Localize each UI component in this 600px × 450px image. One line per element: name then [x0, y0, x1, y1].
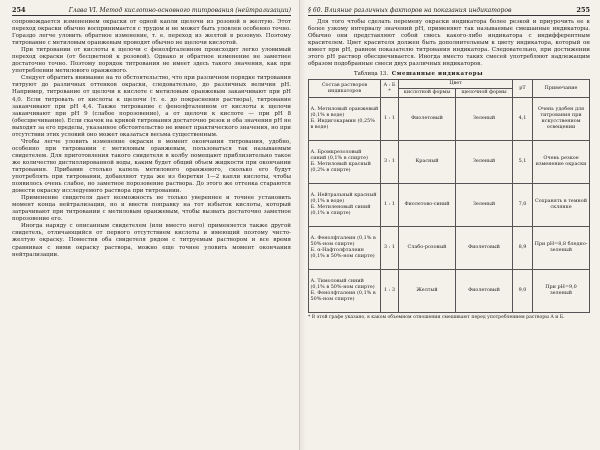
- cell-composition: [309, 98, 381, 141]
- right-page: [300, 0, 600, 450]
- header-note: Примечание: [533, 80, 590, 98]
- right-running-head: [308, 6, 590, 16]
- right-body-text: [308, 19, 590, 68]
- cell-acid-color: Фиолетово-синий: [399, 184, 456, 227]
- header-acid-form: кислотной формы: [399, 89, 456, 98]
- component-b: Б. Фенолфталеин (0,1% в 50%-ном спирте): [310, 290, 376, 303]
- cell-note: При pH=8,8 бледно-зеленый: [533, 227, 590, 270]
- component-b: Б. Метиленовый синий (0,1% в спирте): [310, 204, 371, 217]
- table-row: [309, 98, 590, 141]
- component-a: А. Тимоловый синий (0,1% в 50%-ном спирте): [310, 278, 375, 291]
- cell-acid-color: Красный: [399, 141, 456, 184]
- cell-pt: 5,1: [513, 141, 533, 184]
- header-pt: pT: [513, 80, 533, 98]
- cell-ratio: 1 : 1: [381, 98, 399, 141]
- cell-base-color: Зеленый: [456, 184, 513, 227]
- table-caption: [354, 71, 590, 77]
- cell-ratio: 3 : 1: [381, 141, 399, 184]
- cell-base-color: Фиолетовый: [456, 270, 513, 313]
- component-b: Б. Метиловый красный (0,2% в спирте): [310, 161, 371, 174]
- header-base-form: щелочной формы: [456, 89, 513, 98]
- right-page-number: 255: [576, 6, 590, 14]
- cell-ratio: 1 : 1: [381, 184, 399, 227]
- left-page-number: 254: [12, 6, 26, 14]
- cell-composition: [309, 184, 381, 227]
- left-paragraph-5: Применение свидетеля дает возможность не только увереннее и точнее установить момент конца нейтрализации, но и ввести поправку на тот избыток кислоты, который затрачивают при титровании с метиловым оранжевым, чтобы вызвать достаточно заметное порозовение его.: [12, 195, 291, 223]
- cell-acid-color: Фиолетовый: [399, 98, 456, 141]
- cell-pt: 9,0: [513, 270, 533, 313]
- component-a: А. Бромкрезоловый синий (0,1% в спирте): [310, 149, 368, 162]
- left-body-text: [12, 19, 291, 259]
- component-b: Б. Индигокармин (0,25% в воде): [310, 118, 375, 131]
- table-caption-title: Смешанные индикаторы: [391, 71, 484, 78]
- cell-ratio: 3 : 1: [381, 227, 399, 270]
- component-a: А. Фенолфталеин (0,1% в 50%-ном спирте): [310, 235, 376, 248]
- left-paragraph-3: Следует обратить внимание на то обстоятельство, что при различном порядке титрования титруют до различных оттенков окраски, следовательно, до различных величин pH. Например, титрование от щелочи к кислоте с метиловым оранжевым заканчивают при pH 4,0. Если титровать от кислоты к щелочи (т. е. до покраснения раствора), титрование заканчивают при pH 4,4. Также титрование с фенолфталеином от кислоты к щелочи заканчивают при pH 9 (слабое порозовение), а от щелочи к кислоте — при pH 8 (обесцвечивание). Если скачок на кривой титрования достаточно резок и оба значения pH не выходят за его пределы, указанное обстоятельство не имеет практического значения, но при отсутствии этих условий оно может оказаться весьма существенным.: [12, 75, 291, 138]
- cell-base-color: Зеленый: [456, 141, 513, 184]
- cell-note: Очень удобен для титрования при искусственном освещении: [533, 98, 590, 141]
- table-row: [309, 227, 590, 270]
- cell-composition: [309, 227, 381, 270]
- cell-base-color: Фиолетовый: [456, 227, 513, 270]
- component-b: Б. α-Нафтолфталеин (0,1% в 50%-ном спирте): [310, 247, 375, 260]
- cell-pt: 4,1: [513, 98, 533, 141]
- gutter-shadow: [300, 0, 306, 450]
- cell-note: Сохранять в темной склянке: [533, 184, 590, 227]
- table-header-row: [309, 80, 590, 89]
- cell-note: При pH=9,0 зеленый: [533, 270, 590, 313]
- cell-acid-color: Слабо-розовый: [399, 227, 456, 270]
- cell-pt: 8,9: [513, 227, 533, 270]
- cell-composition: [309, 270, 381, 313]
- cell-composition: [309, 141, 381, 184]
- component-a: А. Нейтральный красный (0,1% в воде): [310, 192, 377, 205]
- cell-base-color: Зеленый: [456, 98, 513, 141]
- left-chapter-title: Глава VI. Метод кислотно-основного титрования (нейтрализации): [68, 7, 291, 14]
- cell-acid-color: Желтый: [399, 270, 456, 313]
- table-row: [309, 184, 590, 227]
- table-caption-label: Таблица 13.: [354, 71, 389, 78]
- right-paragraph-1: Для того чтобы сделать перемену окраски индикатора более резкой и приурочить ее к более узкому интервалу значений pH, применяют так называемые смешанные индикаторы. Обычно они представляют собой смесь какого-либо индикатора с индифферентным красителем. Цвет красителя должен быть дополнительным к цвету индикатора, который он имеет при pH, равном показателю титрования индикатора. Следовательно, при достижении этого pH раствор обесцвечивается. Иногда вместо таких смесей употребляют надлежащим образом подобранные смеси двух различных индикаторов.: [308, 19, 590, 68]
- header-color: Цвет: [399, 80, 513, 89]
- component-a: А. Метиловый оранжевый (0,1% в воде): [310, 106, 379, 119]
- left-running-head: [12, 6, 291, 16]
- mixed-indicators-table: [308, 79, 590, 313]
- left-paragraph-6: Иногда наряду с описанным свидетелем (или вместо него) применяется также другой свидетель, отличающийся от первого отсутствием кислоты и имеющий поэтому чисто-желтую окраску. Поместив оба свидетеля рядом с титруемым раствором и все время сравнивая с ними окраску раствора, можно еще точнее уловить момент окончания нейтрализации.: [12, 223, 291, 258]
- cell-pt: 7,0: [513, 184, 533, 227]
- table-footnote: * В этой графе указано, в каком объемном отношении смешивают перед употреблением растворы А и Б.: [308, 315, 565, 321]
- table-row: [309, 270, 590, 313]
- cell-ratio: 1 : 3: [381, 270, 399, 313]
- table-row: [309, 141, 590, 184]
- header-ratio: А : Б *: [381, 80, 399, 98]
- left-paragraph-2: При титровании от кислоты к щелочи с фенолфталеином происходит легко уловимый переход окраски (от бесцветной к розовой). Однако и обратное изменение не заметнее достаточно точно. Поэтому порядок титрования не имеет здесь такого значения, как при употреблении метилового оранжевого.: [12, 47, 291, 75]
- right-section-title: § 60. Влияние различных факторов на показания индикаторов: [308, 7, 512, 14]
- left-paragraph-1: сопровождается изменением окраски от одной капли щелочи из розовой в желтую. Этот переход окраски обычно воспринимается с трудом и не может быть уловлен особенно точно. Гораздо легче уловить обратное изменение, т. е. переход из желтой в розовую. Поэтому титрование с метиловым оранжевым проводят обычно не щелочи кислотой.: [12, 19, 291, 47]
- cell-note: Очень резкое изменение окраски: [533, 141, 590, 184]
- header-composition: Состав растворов индикаторов: [309, 80, 381, 98]
- left-paragraph-4: Чтобы легче уловить изменение окраски в момент окончания титрования, удобно, особенно при титровании с метиловым оранжевым, пользоваться так называемым свидетелем. Для приготовления такого свидетеля в колбу помещают приблизительно такое же количество дистиллированной воды, каким будет общий объем жидкости при окончании титрования. Прибавив столько капель метилового оранжевого, сколько его будут употреблять при титровании, добавляют туда же из бюретки 1—2 капли кислоты, чтобы появилось очень слабое, но заметное порозовение раствора. До этого же оттенка стараются довести окраску исследуемого раствора при титровании.: [12, 138, 291, 195]
